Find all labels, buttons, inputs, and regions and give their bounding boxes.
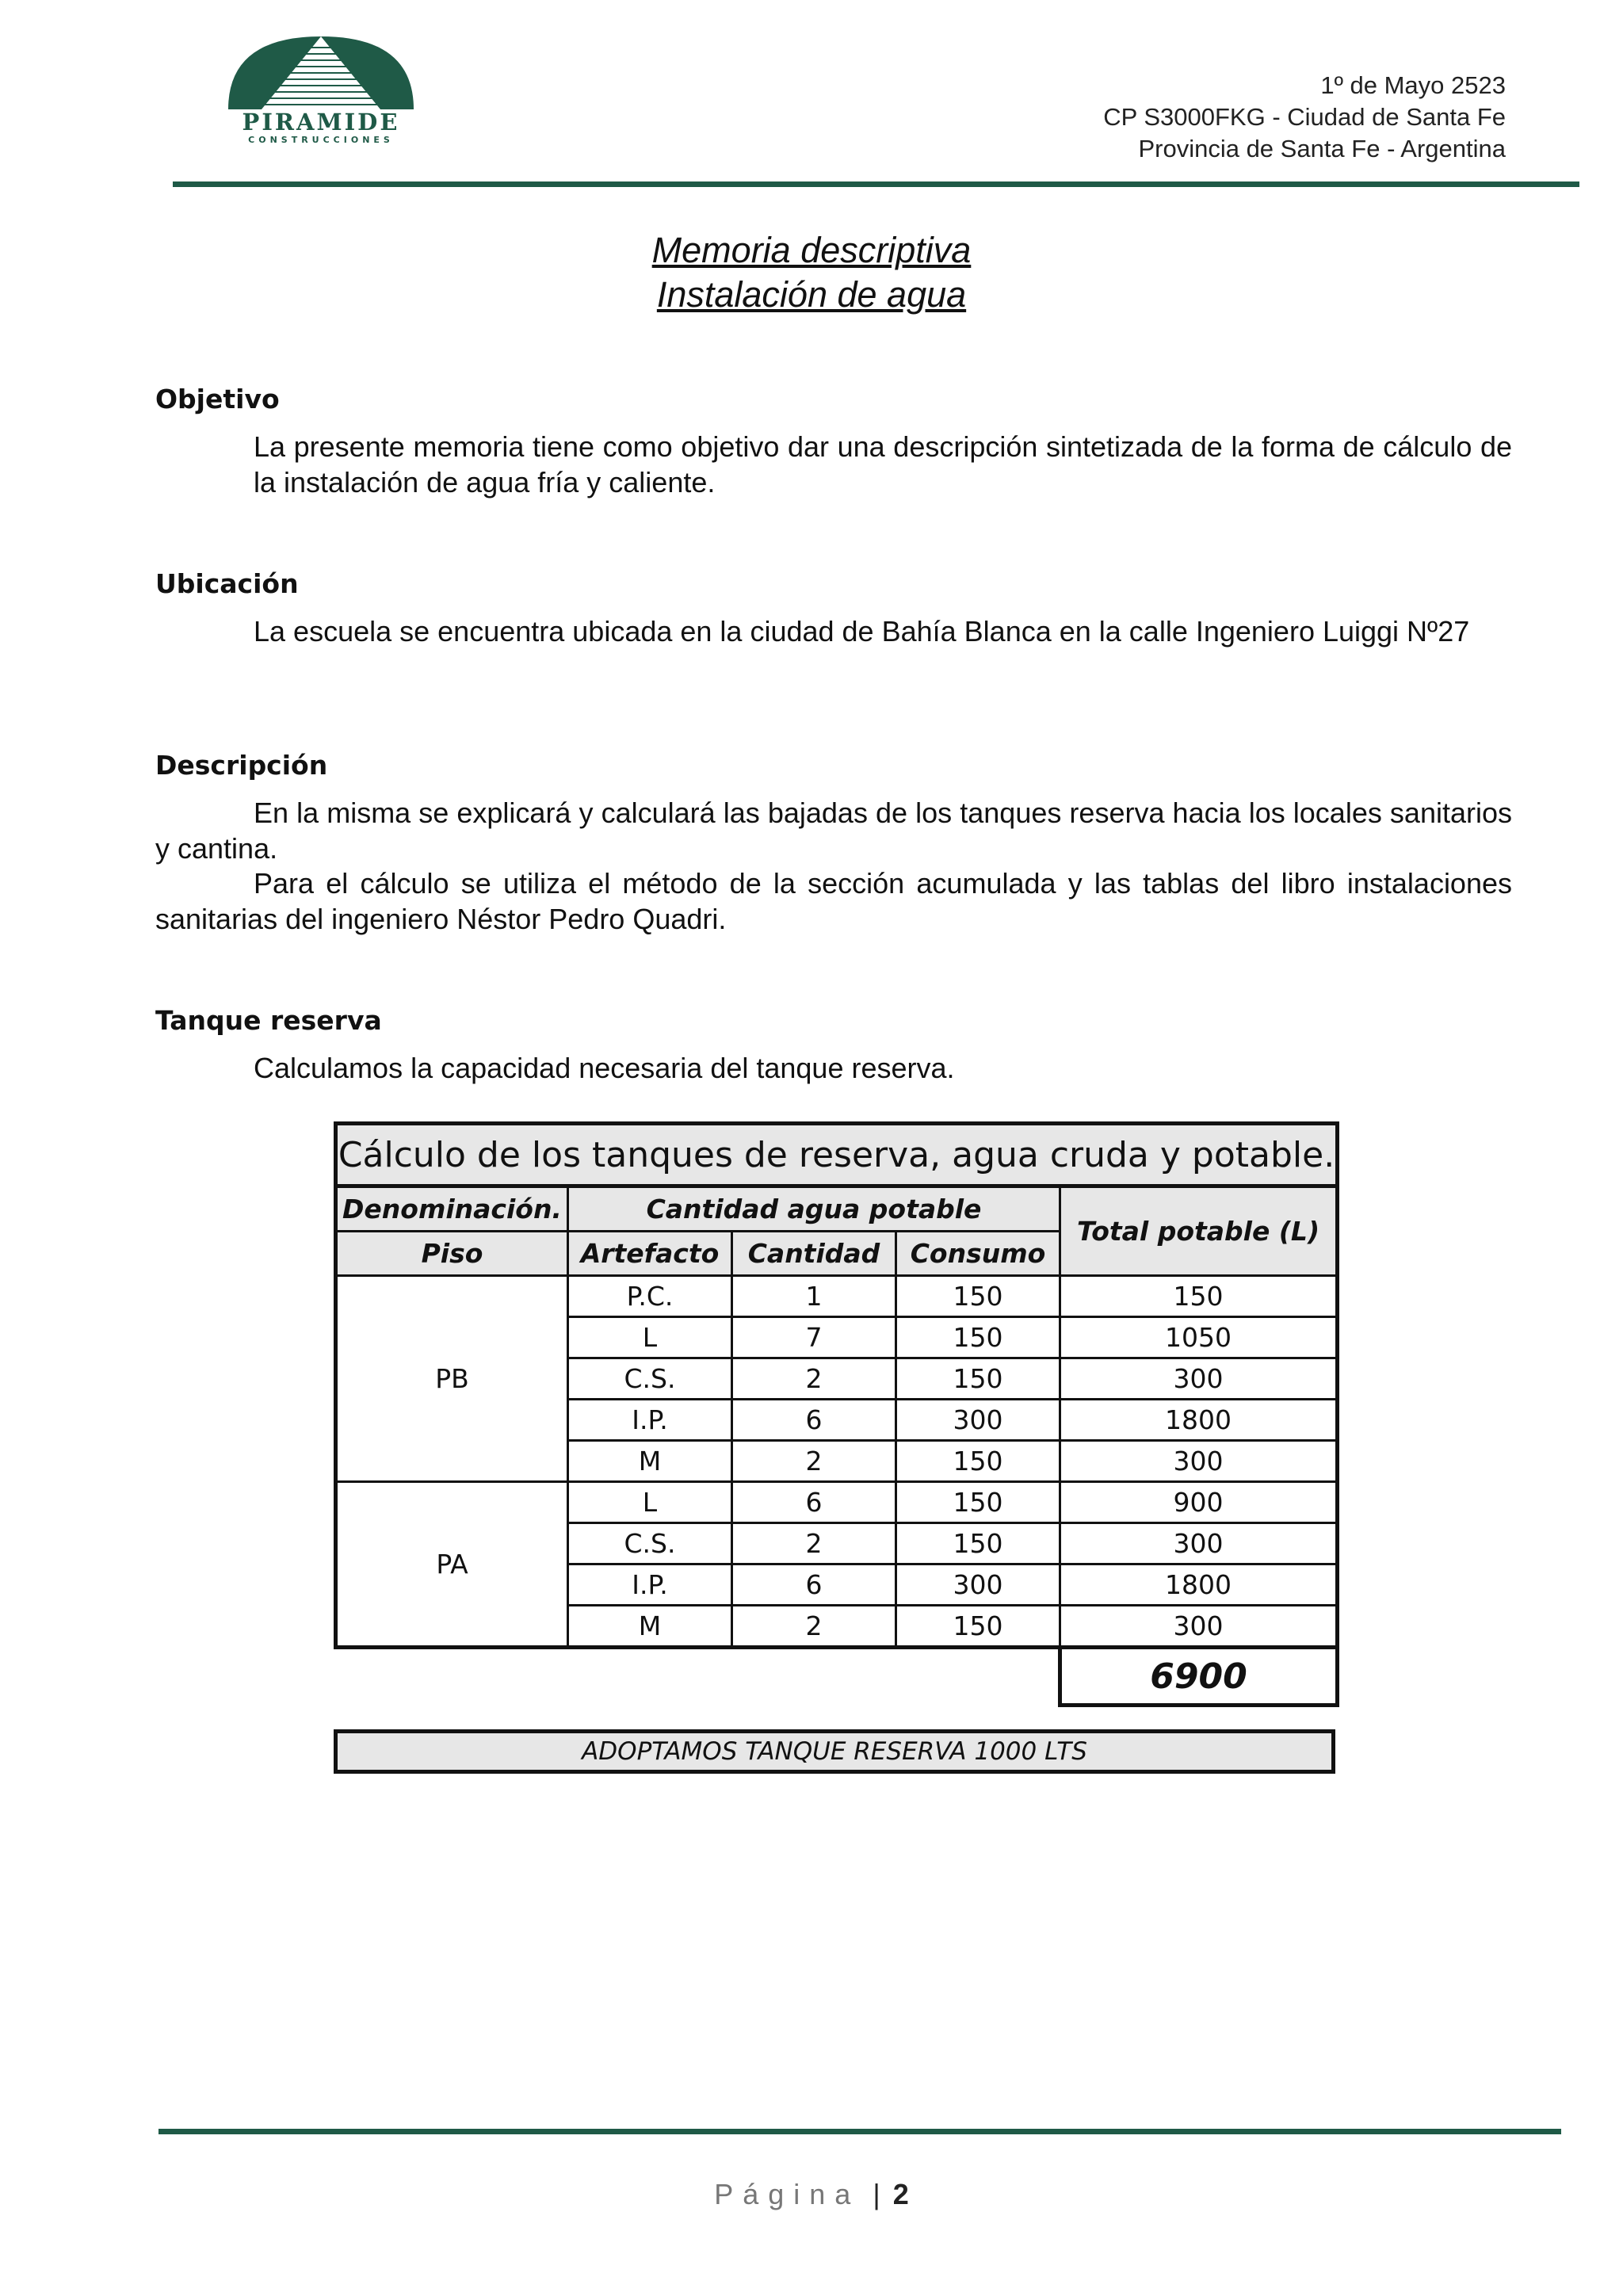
artefacto-cell: M: [568, 1606, 732, 1648]
cantidad-cell: 6: [732, 1400, 896, 1441]
page-number: 2: [892, 2178, 909, 2210]
consumo-cell: 150: [896, 1606, 1060, 1648]
artefacto-cell: M: [568, 1441, 732, 1482]
consumo-cell: 150: [896, 1317, 1060, 1358]
tanque-text: Calculamos la capacidad necesaria del tanque reserva.: [254, 1052, 955, 1084]
address-line: Provincia de Santa Fe - Argentina: [1138, 135, 1506, 162]
total-cell: 300: [1060, 1441, 1338, 1482]
page-separator: |: [873, 2178, 880, 2210]
consumo-cell: 150: [896, 1523, 1060, 1564]
total-cell: 150: [1060, 1276, 1338, 1317]
header-cantidad-agua: Cantidad agua potable: [568, 1186, 1060, 1232]
cantidad-cell: 1: [732, 1276, 896, 1317]
consumo-cell: 150: [896, 1482, 1060, 1523]
cantidad-cell: 7: [732, 1317, 896, 1358]
footer-divider: [158, 2129, 1561, 2134]
logo-subtitle: CONSTRUCCIONES: [248, 135, 394, 145]
floor-cell: PA: [336, 1482, 568, 1648]
consumo-cell: 300: [896, 1400, 1060, 1441]
adopted-tank-note: ADOPTAMOS TANQUE RESERVA 1000 LTS: [334, 1729, 1335, 1774]
grand-total: 6900: [1060, 1648, 1338, 1706]
table-row: [336, 1482, 1338, 1523]
page-label: Página: [714, 2178, 861, 2210]
company-address: [1103, 70, 1506, 165]
address-line: 1º de Mayo 2523: [1320, 71, 1506, 99]
cantidad-cell: 2: [732, 1441, 896, 1482]
artefacto-cell: L: [568, 1482, 732, 1523]
cantidad-cell: 2: [732, 1358, 896, 1400]
floor-cell: PB: [336, 1276, 568, 1482]
artefacto-cell: C.S.: [568, 1523, 732, 1564]
title-line-2: Instalación de agua: [656, 274, 967, 315]
header-cantidad: Cantidad: [732, 1232, 896, 1276]
total-cell: 900: [1060, 1482, 1338, 1523]
section-heading-tanque: Tanque reserva: [155, 1005, 382, 1036]
cantidad-cell: 2: [732, 1606, 896, 1648]
logo-name: PIRAMIDE: [242, 109, 400, 136]
consumo-cell: 150: [896, 1276, 1060, 1317]
consumo-cell: 150: [896, 1358, 1060, 1400]
total-cell: 300: [1060, 1606, 1338, 1648]
header-artefacto: Artefacto: [568, 1232, 732, 1276]
artefacto-cell: L: [568, 1317, 732, 1358]
section-heading-ubicacion: Ubicación: [155, 568, 299, 599]
header-denominacion: Denominación.: [336, 1186, 568, 1232]
total-cell: 1050: [1060, 1317, 1338, 1358]
artefacto-cell: P.C.: [568, 1276, 732, 1317]
descripcion-paragraph-2: Para el cálculo se utiliza el método de la sección acumulada y las tablas del libro instalaciones sanitarias del ingeniero Néstor Pedro Quadri.: [155, 867, 1512, 935]
artefacto-cell: I.P.: [568, 1564, 732, 1606]
piramide-logo: [214, 30, 428, 145]
objetivo-text: La presente memoria tiene como objetivo dar una descripción sintetizada de la forma de cálculo de la instalación de agua fría y caliente.: [254, 430, 1512, 499]
table-row: [336, 1276, 1338, 1317]
header-total-potable: Total potable (L): [1060, 1186, 1338, 1276]
ubicacion-text: La escuela se encuentra ubicada en la ciudad de Bahía Blanca en la calle Ingeniero Luiggi Nº27: [254, 615, 1470, 648]
consumo-cell: 150: [896, 1441, 1060, 1482]
document-title: [0, 228, 1623, 317]
artefacto-cell: C.S.: [568, 1358, 732, 1400]
section-heading-objetivo: Objetivo: [155, 384, 280, 415]
page-footer: [0, 2178, 1623, 2211]
total-cell: 1800: [1060, 1564, 1338, 1606]
header-consumo: Consumo: [896, 1232, 1060, 1276]
total-cell: 300: [1060, 1523, 1338, 1564]
cantidad-cell: 2: [732, 1523, 896, 1564]
header-divider: [173, 181, 1579, 187]
address-line: CP S3000FKG - Ciudad de Santa Fe: [1103, 103, 1506, 131]
title-line-1: Memoria descriptiva: [651, 230, 972, 270]
total-cell: 300: [1060, 1358, 1338, 1400]
table-title: Cálculo de los tanques de reserva, agua cruda y potable.: [336, 1124, 1338, 1186]
descripcion-paragraph-1: En la misma se explicará y calculará las bajadas de los tanques reserva hacia los locales sanitarios y cantina.: [155, 797, 1512, 865]
section-heading-descripcion: Descripción: [155, 750, 328, 781]
consumo-cell: 300: [896, 1564, 1060, 1606]
total-cell: 1800: [1060, 1400, 1338, 1441]
cantidad-cell: 6: [732, 1564, 896, 1606]
cantidad-cell: 6: [732, 1482, 896, 1523]
header-piso: Piso: [336, 1232, 568, 1276]
tank-calculation-table: [334, 1121, 1339, 1707]
artefacto-cell: I.P.: [568, 1400, 732, 1441]
